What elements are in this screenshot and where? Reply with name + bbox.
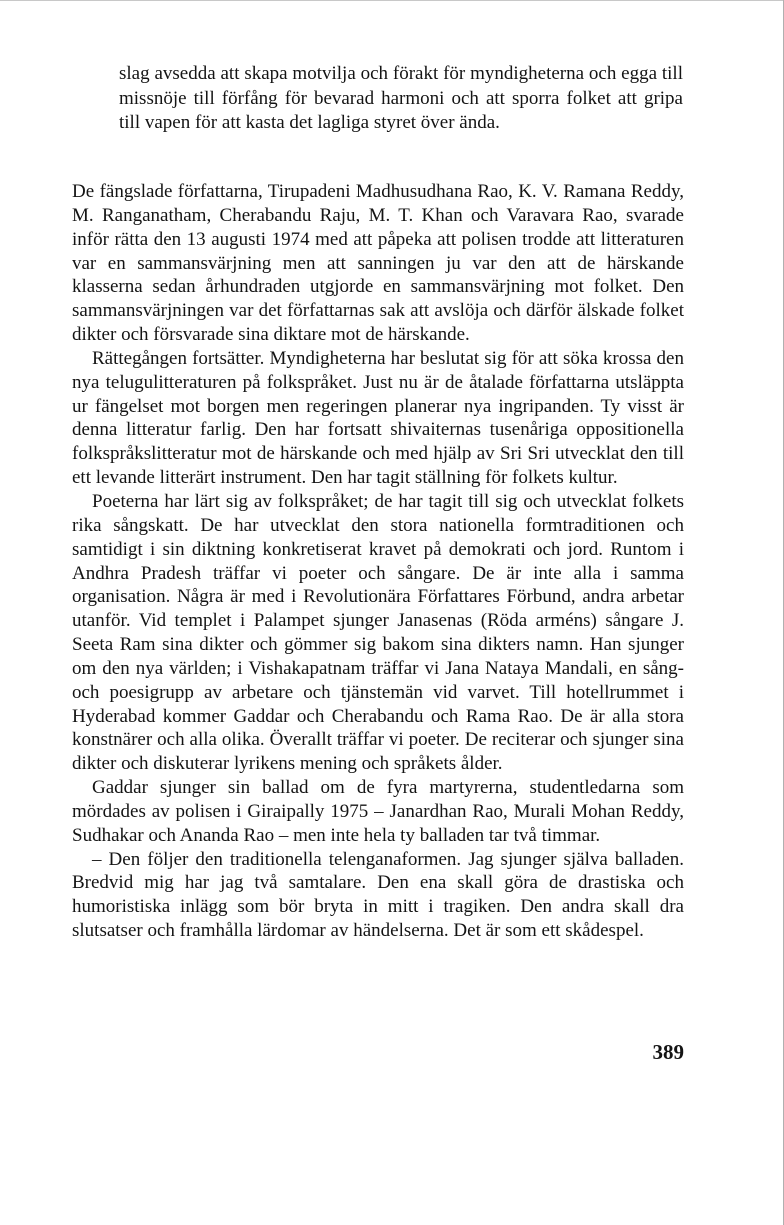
block-quote: slag avsedda att skapa motvilja och förakt för myndigheterna och egga till missnöje till förfång för bevarad harmoni och att sporra folket att gripa till vapen för att kasta det lagliga styret över ända.	[119, 63, 683, 134]
body-text	[72, 180, 684, 943]
paragraph: Poeterna har lärt sig av folkspråket; de har tagit till sig och utvecklat folkets rika sångskatt. De har utvecklat den stora nationella formtraditionen och samtidigt i sin diktning konkretiserat kravet på demokrati och jord. Runtom i Andhra Pradesh träffar vi poeter och sångare. De är inte alla i samma organisation. Några är med i Revolutionära Författares Förbund, andra arbetar utanför. Vid templet i Palampet sjunger Janasenas (Röda arméns) sångare J. Seeta Ram sina dikter och gömmer sig bakom sina dikters namn. Han sjunger om den nya världen; i Vishakapatnam träffar vi Jana Nataya Mandali, en sång- och poesigrupp av arbetare och tjänstemän vid varvet. Till hotellrummet i Hyderabad kommer Gaddar och Cherabandu och Rama Rao. De är alla stora konstnärer och alla olika. Överallt träffar vi poeter. De reciterar och sjunger sina dikter och diskuterar lyrikens mening och språkets ålder.	[72, 490, 684, 775]
page-number: 389	[652, 1040, 684, 1064]
paragraph: Gaddar sjunger sin ballad om de fyra martyrerna, studentledarna som mördades av polisen i Giraipally 1975 – Janardhan Rao, Murali Mohan Reddy, Sudhakar och Ananda Rao – men inte hela ty balladen tar två timmar.	[72, 777, 684, 846]
paragraph: Rättegången fortsätter. Myndigheterna har beslutat sig för att söka krossa den nya telugulitteraturen på folkspråket. Just nu är de åtalade författarna utsläppta ur fängelset mot borgen men regeringen planerar nya ingripanden. Ty visst är denna litteratur farlig. Den har fortsatt shivaiternas tusenåriga oppositionella folkspråkslitteratur mot de härskande och med hjälp av Sri Sri utvecklat den till ett levande litterärt instrument. Den har tagit ställning för folkets kultur.	[72, 347, 684, 489]
page-top-edge	[0, 0, 784, 1]
paragraph: – Den följer den traditionella telenganaformen. Jag sjunger själva balladen. Bredvid mig har jag två samtalare. Den ena skall göra de drastiska och humoristiska inlägg som bör bryta in mitt i tragiken. Den andra skall dra slutsatser och framhålla lärdomar av händelserna. Det är som ett skådespel.	[72, 848, 684, 942]
paragraph: De fängslade författarna, Tirupadeni Madhusudhana Rao, K. V. Ramana Reddy, M. Ranganatham, Cherabandu Raju, M. T. Khan och Varavara Rao, svarade inför rätta den 13 augusti 1974 med att påpeka att polisen trodde att litteraturen var en sammansvärjning men att sanningen ju var den att de härskande klasserna sedan århundraden utgjorde en sammansvärjning mot folket. Den sammansvärjningen var det författarnas sak att avslöja och därför älskade folket dikter och försvarade sina diktare mot de härskande.	[72, 181, 684, 346]
